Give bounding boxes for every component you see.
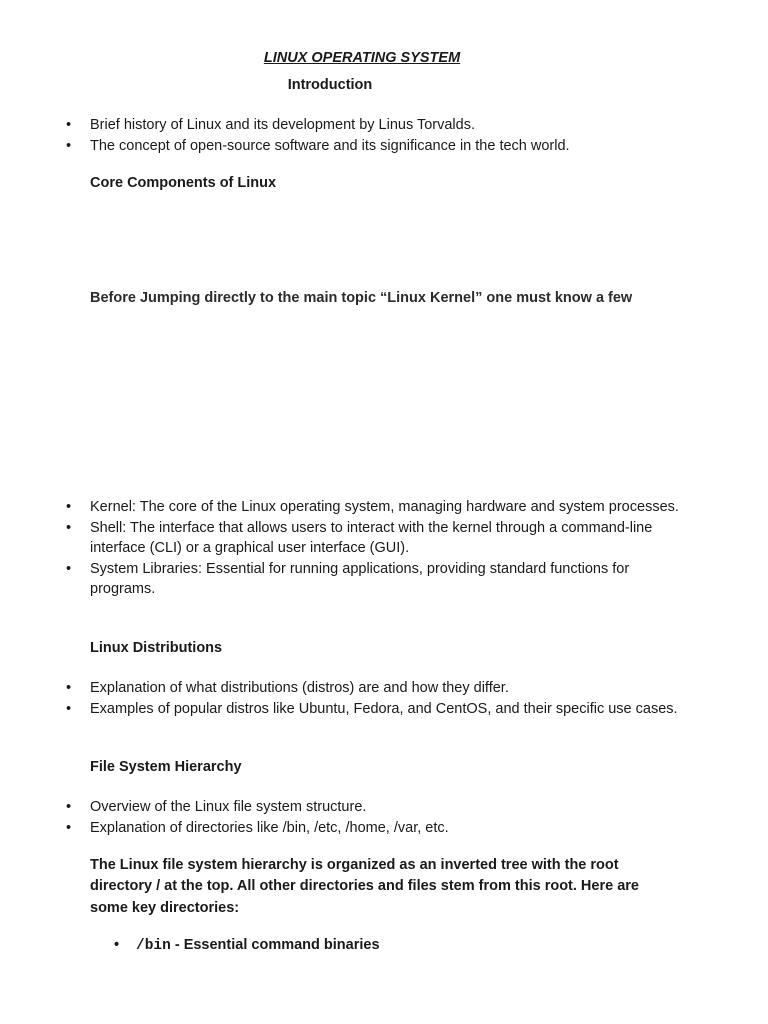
intro-bullet-list xyxy=(66,115,686,156)
list-item: • Explanation of directories like /bin, /etc, /home, /var, etc. xyxy=(66,818,686,839)
distributions-heading: Linux Distributions xyxy=(90,640,223,656)
list-item: • Kernel: The core of the Linux operating system, managing hardware and system processes. xyxy=(66,497,686,518)
list-item: • Overview of the Linux file system structure. xyxy=(66,797,686,818)
list-item: • The concept of open-source software and its significance in the tech world. xyxy=(66,136,686,157)
document-title: LINUX OPERATING SYSTEM xyxy=(263,50,461,66)
dir-item-bin xyxy=(114,937,380,954)
distros-bullet-list xyxy=(66,678,686,719)
core-components-heading: Core Components of Linux xyxy=(90,175,277,191)
list-item: • Explanation of what distributions (distros) are and how they differ. xyxy=(66,678,686,699)
fs-bullet-list xyxy=(66,797,686,838)
list-item: • Examples of popular distros like Ubuntu, Fedora, and CentOS, and their specific use cases. xyxy=(66,699,686,720)
bullet-icon: • xyxy=(114,937,120,953)
kernel-note: Before Jumping directly to the main topic “Linux Kernel” one must know a few xyxy=(90,290,633,306)
list-item: • Shell: The interface that allows users to interact with the kernel through a command-line interface (CLI) or a graphical user interface (GUI). xyxy=(66,518,686,559)
file-system-heading: File System Hierarchy xyxy=(90,759,242,775)
list-item: • System Libraries: Essential for running applications, providing standard functions for programs. xyxy=(66,559,686,600)
document-subtitle: Introduction xyxy=(287,77,373,93)
core-bullet-list xyxy=(66,497,686,600)
list-item: • Brief history of Linux and its development by Linus Torvalds. xyxy=(66,115,686,136)
dir-path: /bin xyxy=(136,938,171,954)
fs-paragraph: The Linux file system hierarchy is organized as an inverted tree with the root directory / at the top. All other directories and files stem from this root. Here are some key directories: xyxy=(90,857,639,916)
dir-description: - Essential command binaries xyxy=(170,937,380,953)
